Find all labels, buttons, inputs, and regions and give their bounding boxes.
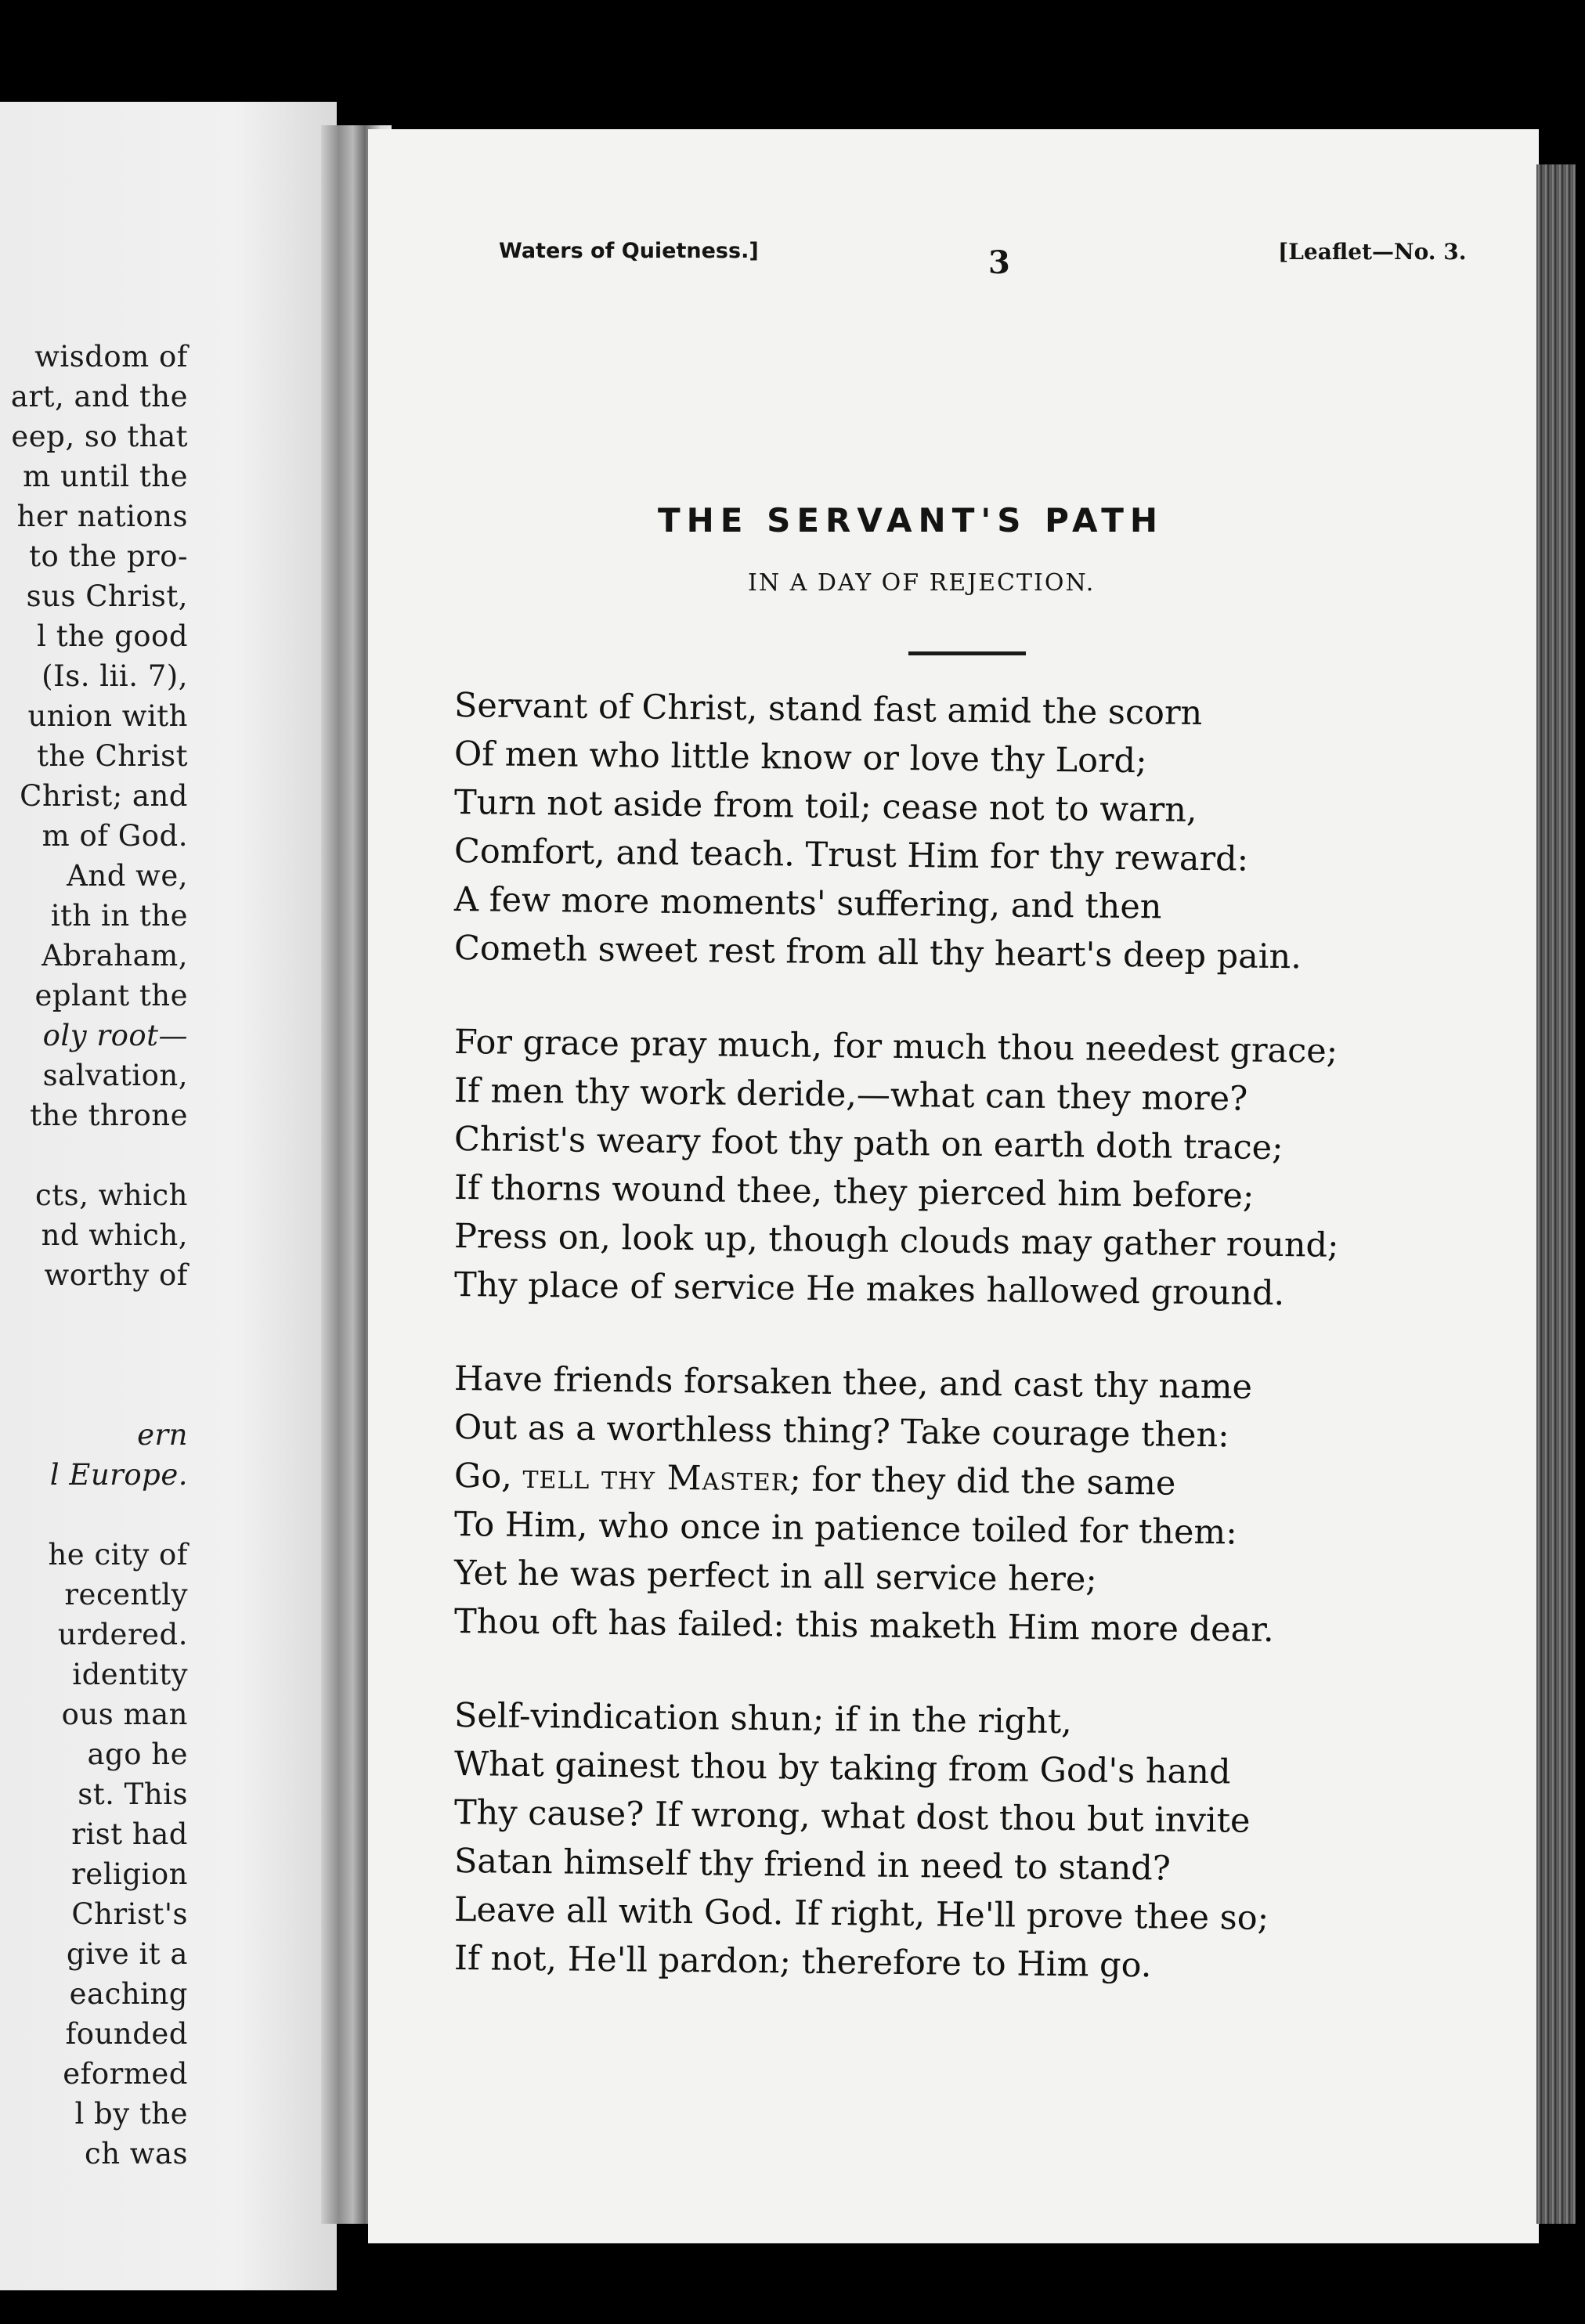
left-page-line: eaching (69, 1977, 188, 2011)
left-page-line: founded (65, 2017, 188, 2051)
poem-line: Have friends forsaken thee, and cast thy name (453, 1359, 1253, 1407)
poem-line: Thou oft has failed: this maketh Him more dear. (453, 1602, 1274, 1650)
poem-line: Servant of Christ, stand fast amid the scorn (453, 686, 1203, 734)
poem-title: THE SERVANT'S PATH (658, 501, 1164, 540)
left-page-line: ch was (84, 2137, 188, 2171)
left-page-line: ith in the (50, 899, 188, 933)
poem-line: If not, He'll pardon; therefore to Him go. (453, 1939, 1152, 1986)
left-page-line: rist had (71, 1817, 188, 1851)
left-page-line: l the good (37, 619, 188, 653)
left-page-line: identity (72, 1658, 188, 1691)
left-page-line: Abraham, (42, 939, 188, 973)
page-number: 3 (988, 244, 1010, 281)
left-page-line: eformed (63, 2057, 188, 2091)
left-page-line: ern (137, 1418, 188, 1452)
left-page-line: l by the (74, 2097, 188, 2131)
go-word: Go, (453, 1456, 513, 1496)
left-facing-page (0, 102, 337, 2290)
poem-line: Yet he was perfect in all service here; (453, 1554, 1098, 1600)
poem-subtitle: IN A DAY OF REJECTION. (748, 569, 1096, 597)
left-page-line: her nations (16, 500, 188, 533)
title-rule (908, 651, 1026, 655)
left-page-text (11, 337, 188, 2174)
running-header-left: Waters of Quietness.] (499, 239, 759, 263)
poem-line: A few more moments' suffering, and then (453, 880, 1162, 927)
tell-thy-master: tell thy Master (522, 1456, 790, 1499)
poem-line: Out as a worthless thing? Take courage then: (453, 1408, 1229, 1456)
left-page-line: to the pro- (29, 540, 188, 573)
left-page-line: (Is. lii. 7), (42, 659, 188, 693)
left-page-line: art, and the (10, 380, 188, 413)
left-page-line: eplant the (34, 979, 188, 1012)
poem-line: Satan himself thy friend in need to stand? (453, 1842, 1172, 1889)
poem-line: Leave all with God. If right, He'll prove thee so; (453, 1890, 1269, 1938)
left-page-line: the throne (30, 1099, 188, 1132)
poem-line: Of men who little know or love thy Lord; (453, 734, 1147, 781)
running-header-right: [Leaflet—No. 3. (1278, 239, 1467, 265)
stanza-2 (453, 1018, 1504, 1314)
left-page-line: the Christ (37, 739, 188, 773)
poem-line: Thy cause? If wrong, what dost thou but invite (453, 1793, 1251, 1841)
left-page-line: recently (64, 1578, 188, 1611)
left-page-line: wisdom of (34, 340, 188, 374)
left-page-line: m until the (23, 460, 188, 493)
poem-body (454, 681, 1504, 2028)
left-page-line: st. This (78, 1777, 188, 1811)
left-page-line: cts, which (35, 1178, 188, 1212)
left-page-line (11, 1335, 188, 1375)
left-page-line: ago he (87, 1738, 188, 1771)
left-page-line (11, 1495, 188, 1535)
left-page-line: Christ; and (20, 779, 188, 813)
poem-line: If thorns wound thee, they pierced him before; (453, 1168, 1255, 1216)
left-page-line: he city of (48, 1538, 188, 1572)
poem-line: Self-vindication shun; if in the right, (453, 1696, 1073, 1742)
poem-line: Comfort, and teach. Trust Him for thy reward: (453, 832, 1249, 879)
left-page-line: give it a (66, 1937, 188, 1971)
poem-line: Thy place of service He makes hallowed ground. (453, 1265, 1285, 1314)
left-page-line: m of God. (42, 819, 188, 853)
left-page-line: l Europe. (49, 1458, 188, 1492)
left-page-line (11, 1295, 188, 1335)
stanza-1 (453, 681, 1504, 977)
left-page-line: ous man (61, 1698, 188, 1731)
poem-line: For grace pray much, for much thou needest grace; (453, 1023, 1338, 1071)
left-page-line (11, 1135, 188, 1175)
left-page-line (11, 1375, 188, 1415)
left-page-line: sus Christ, (26, 579, 188, 613)
left-page-line: salvation, (42, 1059, 188, 1092)
left-page-line: religion (71, 1857, 188, 1891)
left-page-line: nd which, (41, 1218, 188, 1252)
poem-line: Press on, look up, though clouds may gather round; (453, 1217, 1339, 1265)
left-page-line: And we, (67, 859, 188, 893)
go-tell-rest: ; for they did the same (789, 1460, 1176, 1503)
left-page-line: eep, so that (11, 420, 188, 453)
poem-line: If men thy work deride,—what can they more? (453, 1071, 1248, 1119)
stanza-3 (453, 1355, 1504, 1650)
poem-line: Turn not aside from toil; cease not to warn, (453, 783, 1197, 830)
poem-line: To Him, who once in patience toiled for them: (453, 1505, 1237, 1553)
stanza-4 (453, 1691, 1504, 1986)
left-page-line: union with (27, 699, 188, 733)
left-page-line: urdered. (57, 1618, 188, 1651)
poem-line: What gainest thou by taking from God's hand (453, 1745, 1231, 1792)
page-edges (1536, 164, 1576, 2224)
left-page-line: worthy of (44, 1258, 188, 1292)
poem-line: Cometh sweet rest from all thy heart's deep pain. (453, 929, 1302, 977)
left-page-line: Christ's (71, 1897, 188, 1931)
left-page-line: oly root— (42, 1019, 188, 1052)
poem-line: Christ's weary foot thy path on earth doth trace; (453, 1120, 1284, 1168)
